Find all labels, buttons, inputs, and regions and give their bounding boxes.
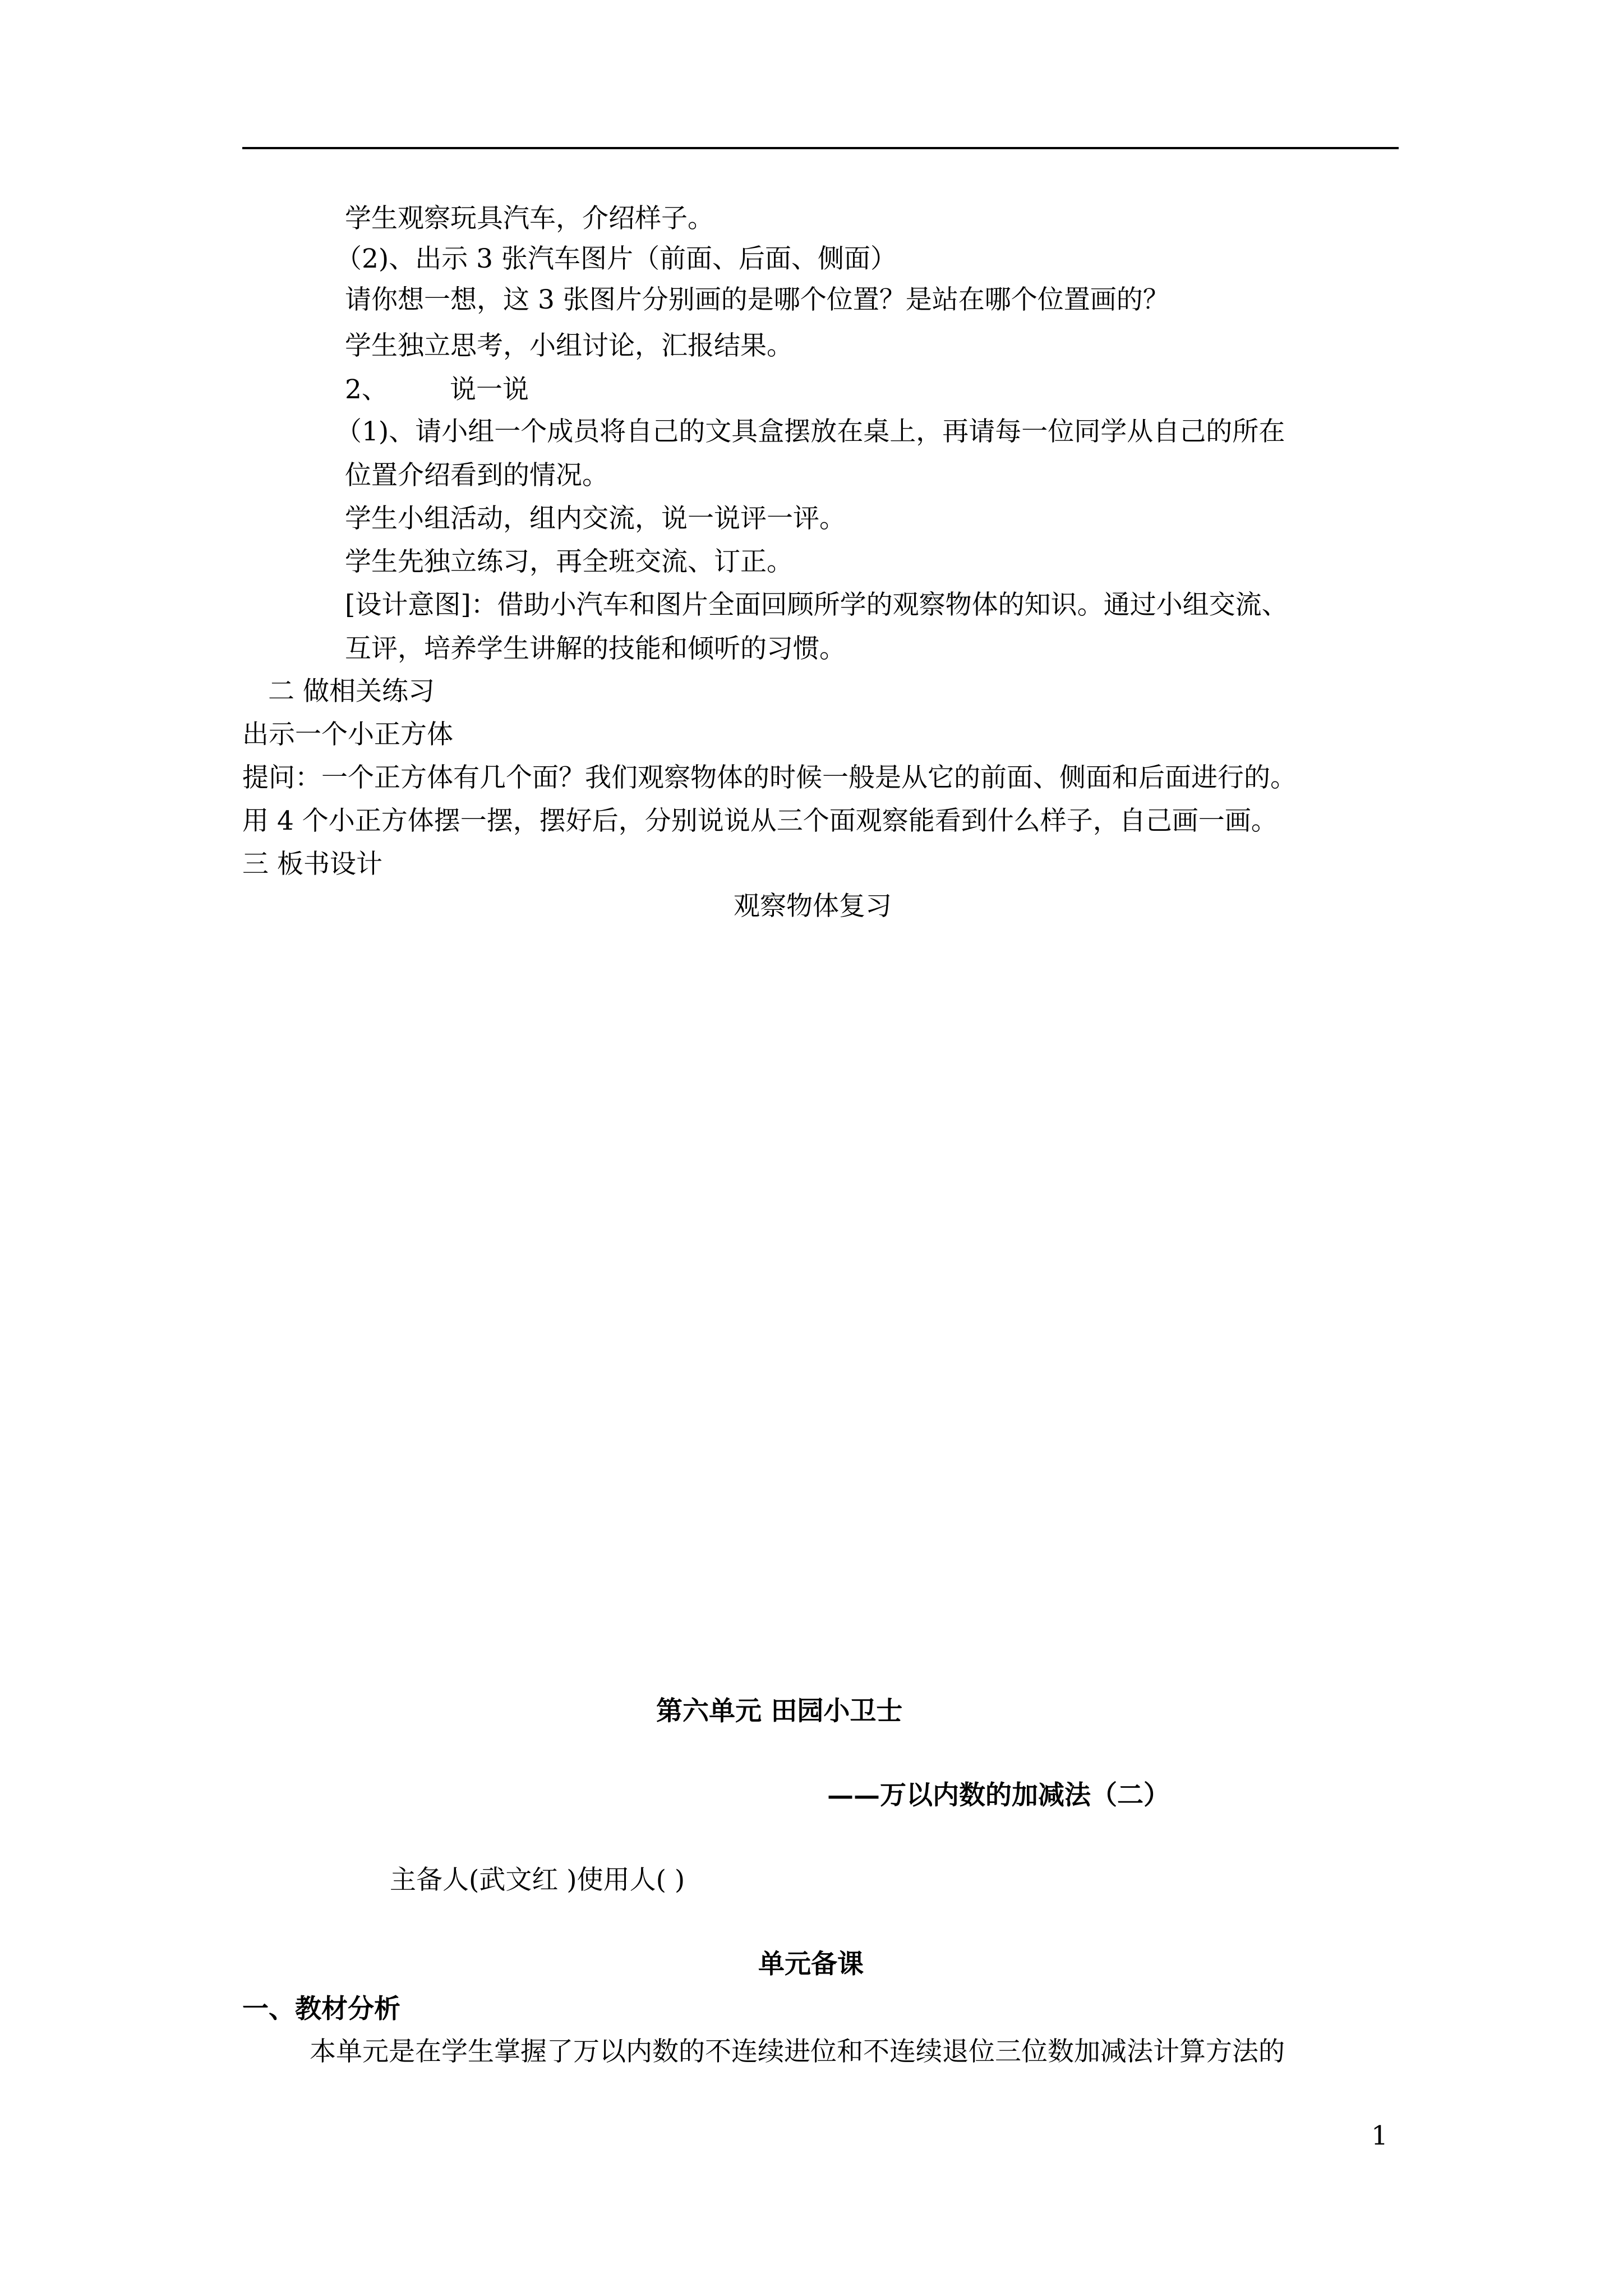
unit-subtitle: ——万以内数的加减法（二） <box>827 1780 1170 1811</box>
item-number: 2、 <box>345 374 388 405</box>
preparer-line: 主备人(武文红 )使用人( ) <box>390 1865 685 1895</box>
prep-title: 单元备课 <box>758 1949 864 1980</box>
item-text: 说一说 <box>450 374 529 405</box>
text-line: 请你想一想，这 3 张图片分别画的是哪个位置？是站在哪个位置画的？ <box>345 284 1169 315</box>
text-line: [设计意图]：借助小汽车和图片全面回顾所学的观察物体的知识。通过小组交流、 <box>345 590 1288 620</box>
text-line: 用 4 个小正方体摆一摆，摆好后，分别说说从三个面观察能看到什么样子，自己画一画。 <box>242 806 1278 836</box>
section-heading: 二 做相关练习 <box>268 676 435 707</box>
text-line: 互评，培养学生讲解的技能和倾听的习惯。 <box>345 633 846 664</box>
text-line: 出示一个小正方体 <box>242 719 453 750</box>
text-line: 学生独立思考，小组讨论，汇报结果。 <box>345 330 793 361</box>
unit-title: 第六单元 田园小卫士 <box>656 1696 903 1727</box>
text-line: 学生小组活动，组内交流，说一说评一评。 <box>345 503 846 534</box>
text-line: 学生先独立练习，再全班交流、订正。 <box>345 546 793 577</box>
section-heading: 三 板书设计 <box>242 849 382 880</box>
analysis-text: 本单元是在学生掌握了万以内数的不连续进位和不连续退位三位数加减法计算方法的 <box>310 2036 1285 2067</box>
text-line: （1)、请小组一个成员将自己的文具盒摆放在桌上，再请每一位同学从自己的所在 <box>335 416 1285 447</box>
text-line: 提问：一个正方体有几个面？我们观察物体的时候一般是从它的前面、侧面和后面进行的。 <box>242 762 1297 793</box>
text-line: 位置介绍看到的情况。 <box>345 460 608 491</box>
text-line: （2)、出示 3 张汽车图片（前面、后面、侧面） <box>335 243 897 274</box>
analysis-heading: 一、教材分析 <box>242 1994 400 2024</box>
text-line: 学生观察玩具汽车，介绍样子。 <box>345 203 714 234</box>
board-title: 观察物体复习 <box>734 891 892 922</box>
page-number: 1 <box>1371 2120 1388 2151</box>
header-rule <box>242 147 1399 149</box>
